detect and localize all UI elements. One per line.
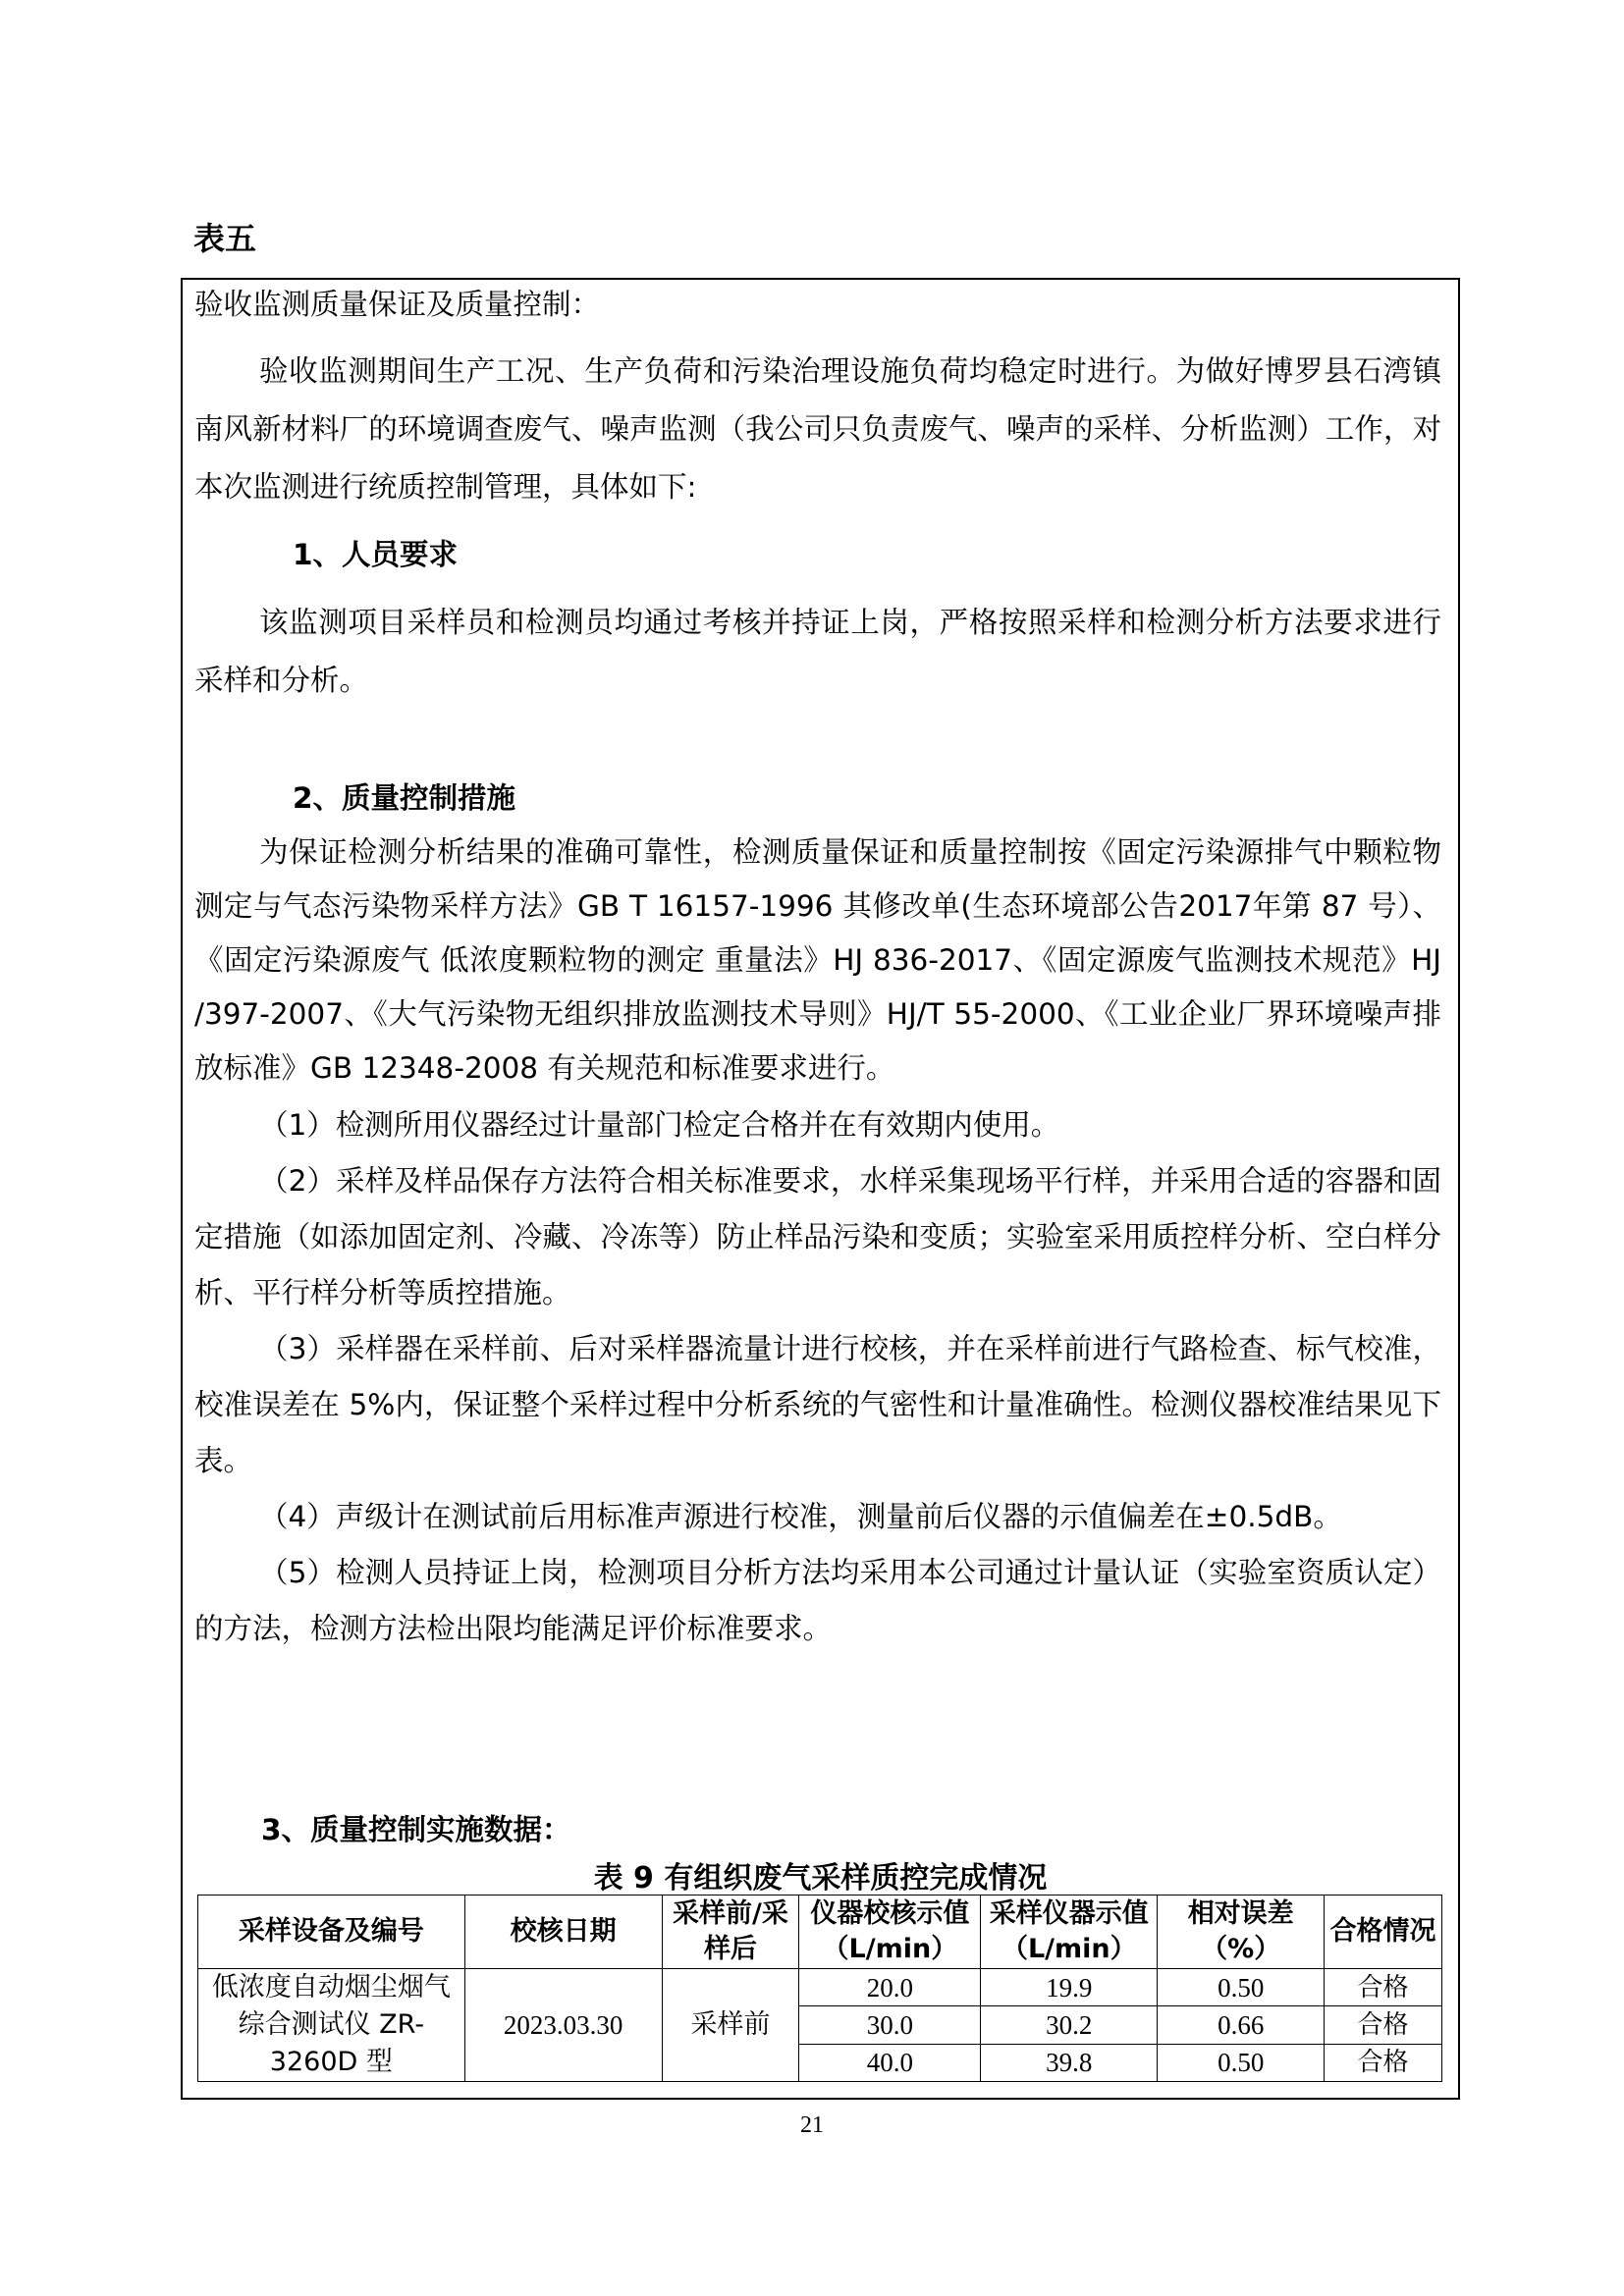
measure-item-4: （4）声级计在测试前后用标准声源进行校准，测量前后仪器的示值偏差在±0.5dB。 bbox=[259, 1500, 1342, 1533]
header-stage: 采样前/采样后 bbox=[662, 1896, 799, 1969]
section-1-text: 该监测项目采样员和检测员均通过考核并持证上岗，严格按照采样和检测分析方法要求进行采样和分析。 bbox=[194, 606, 1441, 697]
section-3-heading: 3、质量控制实施数据： bbox=[261, 1813, 571, 1846]
cell-reading: 39.8 bbox=[981, 2044, 1158, 2081]
table-row bbox=[198, 1969, 1442, 2006]
table-header-row bbox=[198, 1896, 1442, 1969]
qc-table bbox=[197, 1895, 1442, 2082]
section-1-heading: 1、人员要求 bbox=[293, 538, 459, 571]
header-calibration-value: 仪器校核示值（L/min） bbox=[799, 1896, 981, 1969]
cell-result: 合格 bbox=[1325, 2006, 1442, 2044]
cell-reading: 30.2 bbox=[981, 2006, 1158, 2044]
cell-error: 0.50 bbox=[1158, 2044, 1325, 2081]
cell-device: 低浓度自动烟尘烟气综合测试仪 ZR-3260D 型 bbox=[198, 1969, 465, 2082]
cell-reading: 19.9 bbox=[981, 1969, 1158, 2006]
cell-calibration: 20.0 bbox=[799, 1969, 981, 2006]
page-number: 21 bbox=[800, 2112, 824, 2138]
header-relative-error: 相对误差（%） bbox=[1158, 1896, 1325, 1969]
measure-item-1: （1）检测所用仪器经过计量部门检定合格并在有效期内使用。 bbox=[259, 1108, 1060, 1142]
measure-item-2: （2）采样及样品保存方法符合相关标准要求，水样采集现场平行样，并采用合适的容器和固定措施（如添加固定剂、冷藏、冷冻等）防止样品污染和变质；实验室采用质控样分析、空白样分析、平行样分析等质控措施。 bbox=[194, 1164, 1441, 1309]
header-device: 采样设备及编号 bbox=[198, 1896, 465, 1969]
cell-stage: 采样前 bbox=[662, 1969, 799, 2082]
table-label: 表五 bbox=[193, 220, 257, 257]
cell-calibration: 30.0 bbox=[799, 2006, 981, 2044]
intro-block bbox=[194, 276, 1441, 710]
section-3-block bbox=[194, 1806, 1441, 1853]
section-2-text: 为保证检测分析结果的准确可靠性，检测质量保证和质量控制按《固定污染源排气中颗粒物测定与气态污染物采样方法》GB T 16157-1996 其修改单(生态环境部公告2017年第 87 号）、《固定污染源废气 低浓度颗粒物的测定 重量法》HJ 836-2017、《固定源废气监测技术规范》HJ /397-2007、《大气污染物无组织排放监测技术导则》HJ/T 55-2000、《工业企业厂界环境噪声排放标准》GB 12348-2008 有关规范和标准要求进行。 bbox=[194, 835, 1441, 1085]
section-2-heading: 2、质量控制措施 bbox=[293, 781, 516, 815]
measure-item-3: （3）采样器在采样前、后对采样器流量计进行校核，并在采样前进行气路检查、标气校准，校准误差在 5%内，保证整个采样过程中分析系统的气密性和计量准确性。检测仪器校准结果见下表。 bbox=[194, 1332, 1441, 1477]
header-reading-value: 采样仪器示值（L/min） bbox=[981, 1896, 1158, 1969]
cell-calibration: 40.0 bbox=[799, 2044, 981, 2081]
intro-paragraph: 验收监测期间生产工况、生产负荷和污染治理设施负荷均稳定时进行。为做好博罗县石湾镇南风新材料厂的环境调查废气、噪声监测（我公司只负责废气、噪声的采样、分析监测）工作，对本次监测进行统质控制管理，具体如下: bbox=[194, 354, 1441, 504]
intro-heading: 验收监测质量保证及质量控制： bbox=[194, 288, 601, 321]
section-2-block bbox=[194, 771, 1441, 1657]
header-result: 合格情况 bbox=[1325, 1896, 1442, 1969]
table-caption: 表 9 有组织废气采样质控完成情况 bbox=[593, 1861, 1048, 1896]
cell-error: 0.66 bbox=[1158, 2006, 1325, 2044]
header-date: 校核日期 bbox=[464, 1896, 662, 1969]
cell-date: 2023.03.30 bbox=[464, 1969, 662, 2082]
measure-item-5: （5）检测人员持证上岗，检测项目分析方法均采用本公司通过计量认证（实验室资质认定）的方法，检测方法检出限均能满足评价标准要求。 bbox=[194, 1556, 1441, 1645]
cell-error: 0.50 bbox=[1158, 1969, 1325, 2006]
cell-result: 合格 bbox=[1325, 1969, 1442, 2006]
cell-result: 合格 bbox=[1325, 2044, 1442, 2081]
